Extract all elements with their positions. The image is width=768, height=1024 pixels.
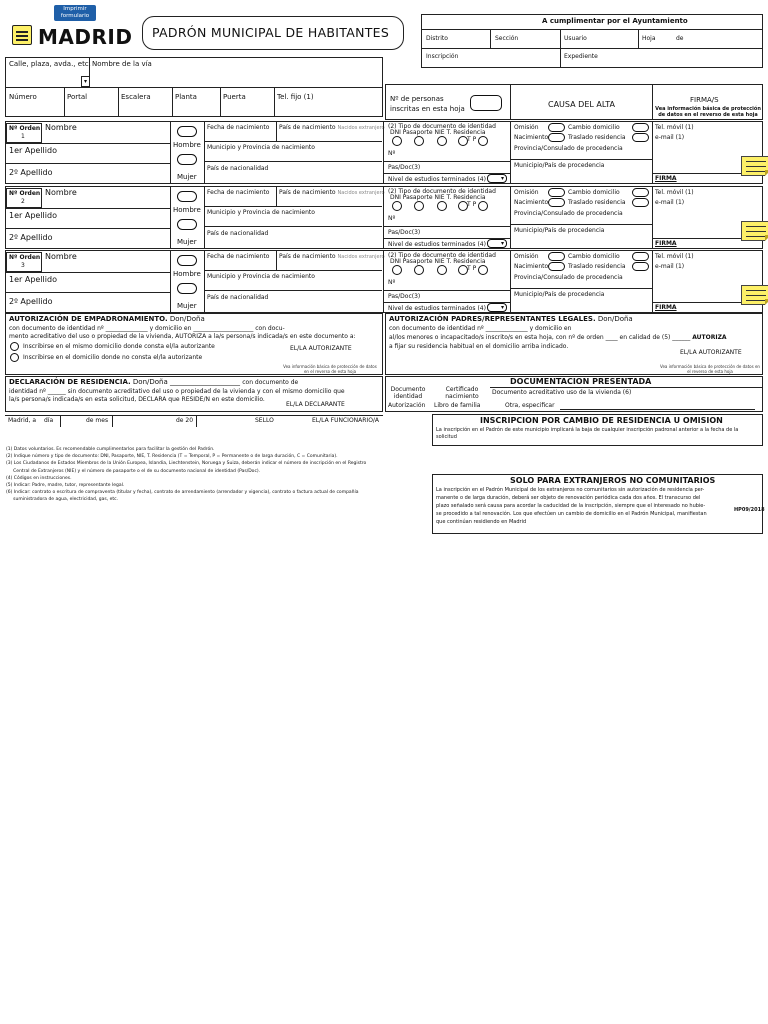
firma-label: FIRMA <box>655 175 677 182</box>
mujer-label: Mujer <box>177 238 197 246</box>
tipo-documento-label: (2) Tipo de documento de identidad <box>388 252 496 259</box>
de-label: de <box>676 35 684 42</box>
cambio-domicilio-radio[interactable] <box>632 188 649 197</box>
padres-l1b: y domicilio en <box>529 325 572 332</box>
traslado-residencia-label: Traslado residencia <box>568 263 626 270</box>
nacionalidad-label: País de nacionalidad <box>207 294 269 301</box>
person-count-input[interactable] <box>470 95 502 111</box>
doc-type-radio[interactable] <box>414 265 424 275</box>
declaracion-line-3: la/s persona/s indicada/s en esta solicitud, DECLARA que RESIDE/N en este domicilio. <box>9 396 265 403</box>
sello-label: SELLO <box>255 417 274 424</box>
mujer-label: Mujer <box>177 173 197 181</box>
nivel-estudios-select[interactable]: ▾ <box>487 174 507 183</box>
hombre-label: Hombre <box>173 270 201 278</box>
count-label-2: inscritas en esta hoja <box>390 105 465 113</box>
dia-label: día <box>44 417 54 424</box>
tel-movil-label: Tel. móvil (1) <box>655 189 694 196</box>
padres-don: Don/Doña <box>597 315 633 323</box>
otra-label: Otra, especificar <box>505 402 555 409</box>
hombre-label: Hombre <box>173 141 201 149</box>
apellido2-label: 2º Apellido <box>9 168 53 177</box>
provincia-procedencia-label: Provincia/Consulado de procedencia <box>514 274 623 281</box>
padres-title-line <box>389 316 633 323</box>
fecha-nacimiento-label: Fecha de nacimiento <box>207 253 270 260</box>
pais-nacimiento-label <box>279 254 385 260</box>
declaracion-don: Don/Doña <box>132 378 168 386</box>
omision-label: Omisión <box>514 124 539 131</box>
mujer-radio[interactable] <box>177 154 197 165</box>
tel-movil-label: Tel. móvil (1) <box>655 124 694 131</box>
autorizacion-privacy-note: Vea información básica de protección de datos en el reverso de esta hoja <box>283 364 377 374</box>
nombre-label: Nombre <box>45 188 77 197</box>
nacionalidad-label: País de nacionalidad <box>207 165 269 172</box>
nivel-estudios-label: Nivel de estudios terminados (4) <box>388 241 486 248</box>
acreditativo-label: Documento acreditativo uso de la vivienda (6) <box>492 389 632 396</box>
declaracion-line-2: identidad nº ______ sin documento acreditativo del uso o propiedad de la vivienda y con el mismo domicilio que <box>9 388 345 395</box>
cambio-domicilio-label: Cambio domicilio <box>568 124 620 131</box>
extranjeros-line: La inscripción en el Padrón Municipal de los extranjeros no comunitarios sin autorización de residencia per- <box>436 487 705 493</box>
nacimiento-label: Nacimiento <box>514 263 549 270</box>
hoja-label: Hoja <box>642 35 656 42</box>
cambio-title: INSCRIPCION POR CAMBIO DE RESIDENCIA U OMISION <box>480 416 723 425</box>
doc-type-radio[interactable] <box>478 201 488 211</box>
traslado-residencia-label: Traslado residencia <box>568 134 626 141</box>
pais-text: País de nacimiento <box>279 253 336 260</box>
doc-identidad-label: Documento identidad <box>390 386 426 400</box>
padres-l2a: al/los menores o incapacitado/s inscrito/s en esta hoja, con nº de orden <box>389 334 604 341</box>
email-label: e-mail (1) <box>655 199 685 206</box>
apellido2-label: 2º Apellido <box>9 297 53 306</box>
traslado-residencia-label: Traslado residencia <box>568 199 626 206</box>
extranjeros-line: manente o de larga duración, deberá ser objeto de renovación periódica cada dos años. El transcurso del <box>436 495 701 501</box>
count-label-1: Nº de personas <box>390 95 444 103</box>
tel-fijo-label: Tel. fijo (1) <box>277 93 314 101</box>
puerta-label: Puerta <box>223 93 246 101</box>
autorizacion-option-1-radio[interactable] <box>10 342 19 351</box>
doc-types-label: DNI Pasaporte NIE T. Residencia <box>390 194 486 201</box>
orden-label: Nº Orden <box>9 254 41 261</box>
certificado-label: Certificado nacimiento <box>445 386 479 400</box>
apellido2-label: 2º Apellido <box>9 233 53 242</box>
mujer-radio[interactable] <box>177 283 197 294</box>
provincia-procedencia-label: Provincia/Consulado de procedencia <box>514 210 623 217</box>
doc-number-label: Nº <box>388 150 396 157</box>
cambio-domicilio-label: Cambio domicilio <box>568 253 620 260</box>
footnote: (4) Códigos en instrucciones. <box>6 475 72 481</box>
de-mes-label: de mes <box>86 417 109 424</box>
usuario-label: Usuario <box>564 35 587 42</box>
fecha-nacimiento-label: Fecha de nacimiento <box>207 189 270 196</box>
extranjeros-title: SOLO PARA EXTRANJEROS NO COMUNITARIOS <box>510 476 716 485</box>
doc-type-radio[interactable] <box>414 201 424 211</box>
autorizacion-doc-label: Autorización <box>388 402 426 409</box>
extranjeros-line: que continúan residiendo en Madrid <box>436 519 527 525</box>
doc-type-radio[interactable] <box>437 136 447 146</box>
tipo-documento-label: (2) Tipo de documento de identidad <box>388 188 496 195</box>
omision-radio[interactable] <box>548 252 565 261</box>
hombre-label: Hombre <box>173 206 201 214</box>
autorizacion-option-2-radio[interactable] <box>10 353 19 362</box>
apellido1-label: 1er Apellido <box>9 275 57 284</box>
distrito-label: Distrito <box>426 35 448 42</box>
nacionalidad-label: País de nacionalidad <box>207 230 269 237</box>
pais-text: País de nacimiento <box>279 189 336 196</box>
municipio-procedencia-label: Municipio/País de procedencia <box>514 227 605 234</box>
nombre-label: Nombre <box>45 252 77 261</box>
padres-l2c: AUTORIZA <box>692 334 727 341</box>
padres-l1a: con documento de identidad nº <box>389 325 484 332</box>
via-type-select[interactable]: ▾ <box>81 76 90 87</box>
autorizacion-line-1: con documento de identidad nº ______________ y domicilio en ____________________ con docu- <box>9 325 285 332</box>
hombre-radio[interactable] <box>177 191 197 202</box>
planta-label: Planta <box>175 93 197 101</box>
autorizacion-option-2-label: Inscribirse en el domicilio donde no consta el/la autorizante <box>23 354 203 361</box>
traslado-residencia-radio[interactable] <box>632 198 649 207</box>
doc-type-radio[interactable] <box>437 265 447 275</box>
portal-label: Portal <box>67 93 88 101</box>
hombre-radio[interactable] <box>177 126 197 137</box>
firma-label: FIRMA <box>655 304 677 311</box>
pasaporte-label: Pas/Doc(3) <box>388 164 421 171</box>
expediente-label: Expediente <box>564 53 598 60</box>
autorizacion-title: AUTORIZACIÓN DE EMPADRONAMIENTO. <box>9 315 168 323</box>
traslado-residencia-radio[interactable] <box>632 262 649 271</box>
orden-label: Nº Orden <box>9 190 41 197</box>
autorizacion-signer: EL/LA AUTORIZANTE <box>290 345 352 352</box>
doc-type-radio[interactable] <box>437 201 447 211</box>
mujer-radio[interactable] <box>177 219 197 230</box>
nivel-estudios-select[interactable]: ▾ <box>487 239 507 248</box>
autorizacion-l1c: con docu- <box>255 325 285 332</box>
firma-label: FIRMA <box>655 240 677 247</box>
hombre-radio[interactable] <box>177 255 197 266</box>
doc-type-radio[interactable] <box>392 265 402 275</box>
nivel-estudios-label: Nivel de estudios terminados (4) <box>388 176 486 183</box>
extranjeros-line: se procedido a tal renovación. Los que efectúen un cambio de domicilio en el Padrón Municipal, manifiestan <box>436 511 707 517</box>
causa-alta-heading: CAUSA DEL ALTA <box>548 100 615 109</box>
pais-hint: Nacidos extranjero <box>337 125 385 131</box>
seccion-label: Sección <box>495 35 519 42</box>
footnote: (3) Los Ciudadanos de Estados Miembros de la Unión Europea, Islandia, Liechtenstein, Noruega y Suiza, deberán indicar el número de inscripción en el Registro <box>6 461 367 467</box>
autorizacion-line-2: mento acreditativo del uso o propiedad de la vivienda, AUTORIZA a la/s persona/s indicada/s en este documento a: <box>9 333 356 340</box>
doc-type-radio[interactable] <box>478 265 488 275</box>
footnote: (1) Datos voluntarios. Es recomendable cumplimentarlos para facilitar la gestión del Padrón. <box>6 447 215 452</box>
footnote: (5) Indicar: Padre, madre, tutor, representante legal. <box>6 483 125 488</box>
declaracion-signer: EL/LA DECLARANTE <box>286 401 345 408</box>
libro-familia-label: Libro de familia <box>434 402 481 409</box>
escalera-label: Escalera <box>121 93 151 101</box>
orden-label: Nº Orden <box>9 125 41 132</box>
otra-input-line[interactable] <box>560 409 755 410</box>
omision-radio[interactable] <box>548 123 565 132</box>
calle-label: Calle, plaza, avda., etc. <box>9 60 91 68</box>
nombre-via-label: Nombre de la vía <box>92 60 152 68</box>
cambio-domicilio-radio[interactable] <box>632 252 649 261</box>
padres-signer: EL/LA AUTORIZANTE <box>680 349 742 356</box>
email-label: e-mail (1) <box>655 134 685 141</box>
pasaporte-label: Pas/Doc(3) <box>388 293 421 300</box>
de-20-label: de 20 <box>176 417 194 424</box>
padres-line-1: con documento de identidad nº ______________ y domicilio en <box>389 325 572 332</box>
sticky-note-icon[interactable] <box>741 221 768 241</box>
padres-privacy-note: Vea información básica de protección de datos en el reverso de esta hoja <box>660 364 760 374</box>
municipio-nacimiento-label: Municipio y Provincia de nacimiento <box>207 273 315 280</box>
municipio-nacimiento-label: Municipio y Provincia de nacimiento <box>207 144 315 151</box>
traslado-residencia-radio[interactable] <box>632 133 649 142</box>
nacimiento-label: Nacimiento <box>514 134 549 141</box>
nombre-label: Nombre <box>45 123 77 132</box>
pais-nacimiento-label <box>279 190 385 196</box>
nacimiento-radio[interactable] <box>548 262 565 271</box>
mujer-label: Mujer <box>177 302 197 310</box>
sticky-note-icon[interactable] <box>741 285 768 305</box>
nivel-estudios-label: Nivel de estudios terminados (4) <box>388 305 486 312</box>
tp-separator: T P <box>467 265 477 272</box>
numero-label: Número <box>9 93 37 101</box>
pais-hint: Nacidos extranjero <box>337 190 385 196</box>
madrid-logo <box>12 5 136 49</box>
ayuntamiento-title: A cumplimentar por el Ayuntamiento <box>542 17 688 25</box>
firmas-heading: FIRMA/S <box>690 96 719 104</box>
padres-line-3: a fijar su residencia habitual en el domicilio arriba indicado. <box>389 343 569 350</box>
madrid-logo-icon <box>12 25 32 45</box>
nacimiento-radio[interactable] <box>548 133 565 142</box>
orden-number: 3 <box>21 262 25 269</box>
autorizacion-l1b: y domicilio en <box>149 325 192 332</box>
omision-label: Omisión <box>514 253 539 260</box>
doc-types-label: DNI Pasaporte NIE T. Residencia <box>390 258 486 265</box>
doc-number-label: Nº <box>388 215 396 222</box>
doc-type-radio[interactable] <box>414 136 424 146</box>
print-form-button[interactable]: Imprimir formulario <box>54 5 96 21</box>
pais-hint: Nacidos extranjero <box>337 254 385 260</box>
footnote: Central de Extranjeros (NIE) y el número de pasaporte o el de su documento nacional de identidad (Pas/Doc). <box>6 468 261 474</box>
doc-type-radio[interactable] <box>478 136 488 146</box>
declaracion-l1: con documento de <box>242 379 299 386</box>
apellido1-label: 1er Apellido <box>9 211 57 220</box>
inscripcion-label: Inscripción <box>426 53 459 60</box>
form-title: PADRÓN MUNICIPAL DE HABITANTES <box>152 25 390 40</box>
firma-privacy-note: Vea información básica de protección de datos en el reverso de esta hoja <box>655 106 761 118</box>
pasaporte-label: Pas/Doc(3) <box>388 229 421 236</box>
declaracion-title-line: DECLARACIÓN DE RESIDENCIA. Don/Doña ____________________ con documento de <box>9 378 299 386</box>
email-label: e-mail (1) <box>655 263 685 270</box>
nivel-estudios-select[interactable]: ▾ <box>487 303 507 312</box>
autorizacion-option-1-label: Inscribirse en el mismo domicilio donde consta el/la autorizante <box>23 343 215 350</box>
declaracion-l2b: sin documento acreditativo del uso o propiedad de la vivienda y con el mismo domicilio que <box>67 388 345 395</box>
funcionario-label: EL/LA FUNCIONARIO/A <box>312 417 380 424</box>
fecha-nacimiento-label: Fecha de nacimiento <box>207 124 270 131</box>
autorizacion-don: Don/Doña <box>169 315 205 323</box>
apellido1-label: 1er Apellido <box>9 146 57 155</box>
madrid-a-label: Madrid, a <box>8 417 37 424</box>
orden-number: 1 <box>21 133 25 140</box>
footnote: (6) Indicar: contrato o escritura de compraventa (titular y fecha), contrato de arrendamiento (arrendador y vigencia), contrato o factura actual de compañía <box>6 490 359 496</box>
municipio-procedencia-label: Municipio/País de procedencia <box>514 162 605 169</box>
autorizacion-title-line <box>9 316 205 323</box>
tp-separator: T P <box>467 136 477 143</box>
doc-number-label: Nº <box>388 279 396 286</box>
form-code: HP09/2018 <box>734 507 765 513</box>
doc-type-radio[interactable] <box>392 201 402 211</box>
padres-line-2: al/los menores o incapacitado/s inscrito/s en esta hoja, con nº de orden ____ en calidad de (5) ______ AUTORIZA <box>389 334 727 341</box>
nacimiento-label: Nacimiento <box>514 199 549 206</box>
doc-type-radio[interactable] <box>392 136 402 146</box>
tipo-documento-label: (2) Tipo de documento de identidad <box>388 123 496 130</box>
municipio-nacimiento-label: Municipio y Provincia de nacimiento <box>207 209 315 216</box>
pais-nacimiento-label <box>279 125 385 131</box>
declaracion-l2a: identidad nº <box>9 388 46 395</box>
tp-separator: T P <box>467 201 477 208</box>
pais-text: País de nacimiento <box>279 124 336 131</box>
autorizacion-l1a: con documento de identidad nº <box>9 325 104 332</box>
cambio-text: La inscripción en el Padrón de este municipio implicará la baja de cualquier inscripción padronal anterior a la fecha de la solicitud <box>436 427 739 440</box>
extranjeros-line: plazo señalado será causa para acordar la caducidad de la inscripción, siempre que el interesado no hubie- <box>436 503 706 509</box>
footnote: (2) Indique número y tipo de documento: DNI, Pasaporte, NIE, T. Residencia (T = Temporal, P = Permanente o de larga duración, C = Comunitaria). <box>6 454 338 460</box>
nacimiento-radio[interactable] <box>548 198 565 207</box>
omision-label: Omisión <box>514 189 539 196</box>
padres-title: AUTORIZACIÓN PADRES/REPRESENTANTES LEGALES. <box>389 315 596 323</box>
orden-number: 2 <box>21 198 25 205</box>
provincia-procedencia-label: Provincia/Consulado de procedencia <box>514 145 623 152</box>
madrid-logo-text: MADRID <box>38 25 133 49</box>
footnote: suministradora de agua, electricidad, gas, etc. <box>6 497 119 503</box>
cambio-domicilio-label: Cambio domicilio <box>568 189 620 196</box>
padres-l2b: en calidad de (5) <box>619 334 671 341</box>
sticky-note-icon[interactable] <box>741 156 768 176</box>
omision-radio[interactable] <box>548 188 565 197</box>
docs-title: DOCUMENTACION PRESENTADA <box>510 377 652 386</box>
cambio-domicilio-radio[interactable] <box>632 123 649 132</box>
tel-movil-label: Tel. móvil (1) <box>655 253 694 260</box>
municipio-procedencia-label: Municipio/País de procedencia <box>514 291 605 298</box>
declaracion-title: DECLARACIÓN DE RESIDENCIA. <box>9 378 131 386</box>
doc-types-label: DNI Pasaporte NIE T. Residencia <box>390 129 486 136</box>
